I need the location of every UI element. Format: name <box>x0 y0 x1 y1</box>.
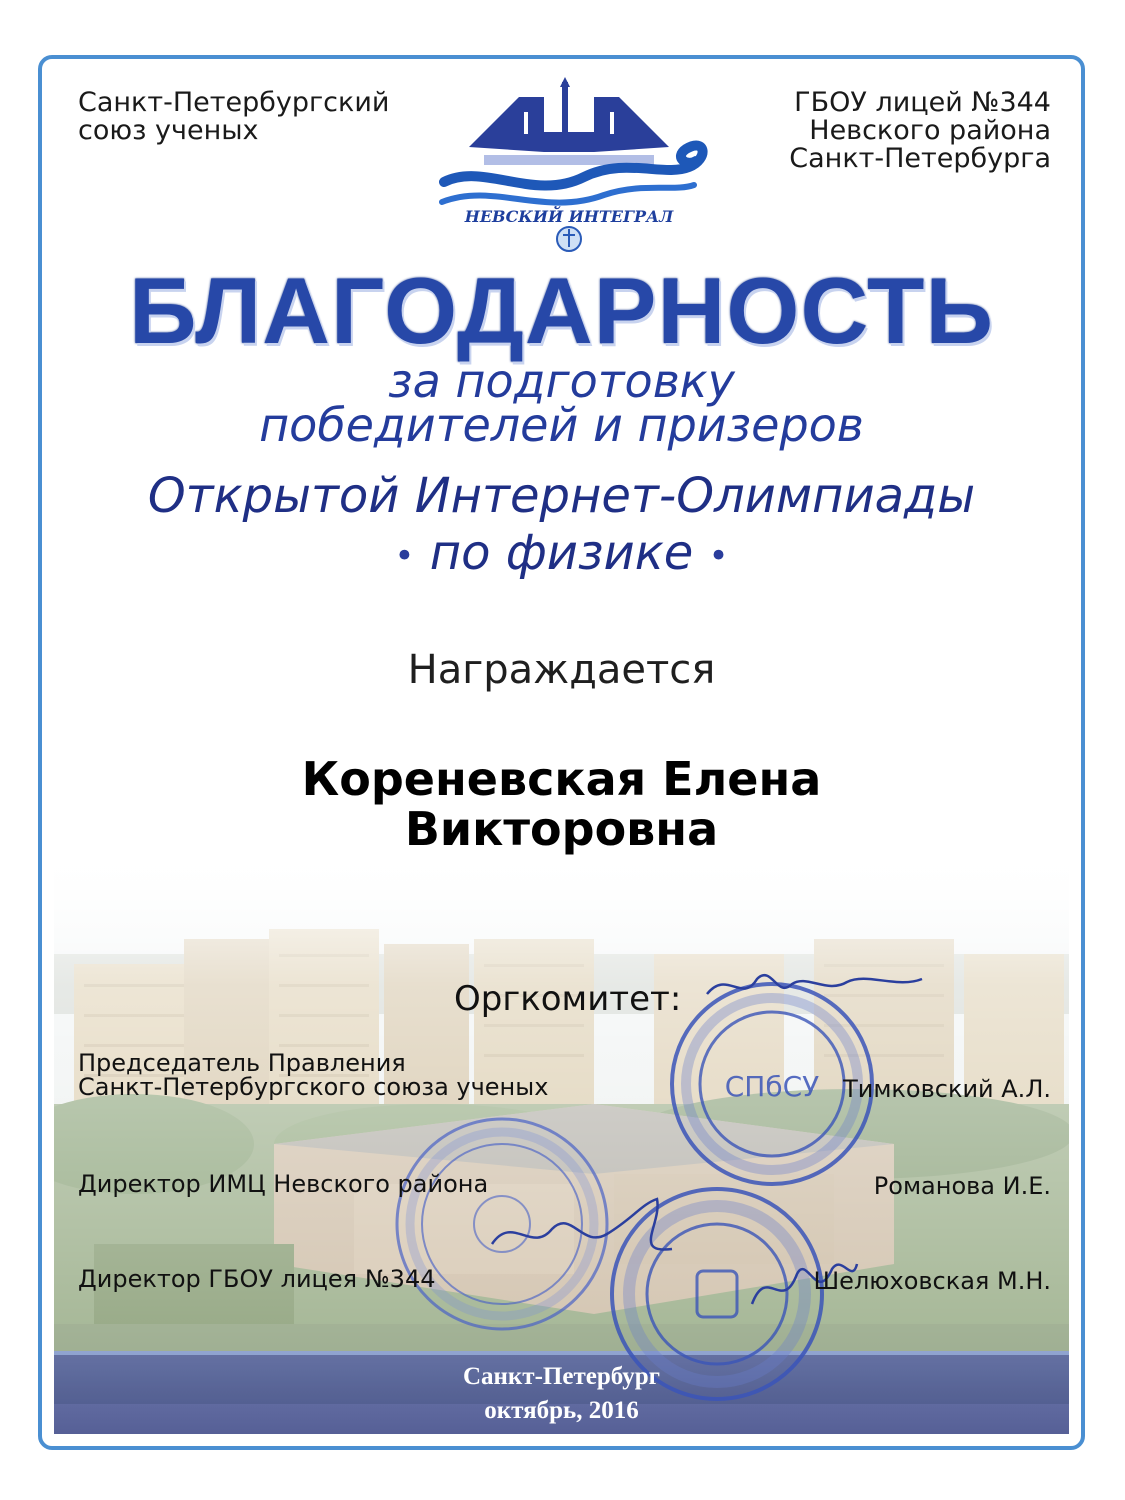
subtitle-olympiad: Открытой Интернет-Олимпиады <box>147 468 976 524</box>
bullet-left: • <box>394 536 415 576</box>
role-line: Санкт-Петербургского союза ученых <box>78 1073 549 1101</box>
signature-romanova <box>482 1194 682 1264</box>
recipient-name-line: Кореневская Елена <box>301 752 822 806</box>
award-label: Награждается <box>407 647 716 693</box>
header-right-organization <box>789 89 1051 173</box>
header-right-line: ГБОУ лицей №344 <box>794 87 1051 118</box>
signature-role-3: Директор ГБОУ лицея №344 <box>78 1265 436 1293</box>
stamp-text: СПбСУ <box>724 1070 820 1103</box>
certificate-frame <box>38 55 1085 1450</box>
signature-role-2: Директор ИМЦ Невского района <box>78 1170 489 1198</box>
signatory-name-1: Тимковский А.Л. <box>843 1075 1051 1103</box>
footer-city: Санкт-Петербург <box>462 1363 661 1390</box>
subtitle-line: победителей и призеров <box>259 398 864 452</box>
nevsky-integral-logo <box>424 77 714 252</box>
recipient-name-line: Викторовна <box>404 802 719 856</box>
role-line: Председатель Правления <box>78 1049 406 1077</box>
header-left-organization <box>78 89 389 145</box>
subtitle-subject <box>42 525 1081 581</box>
header-left-line: Санкт-Петербургский <box>78 87 390 118</box>
logo-text: НЕВСКИЙ ИНТЕГРАЛ <box>464 207 674 226</box>
bullet-right: • <box>708 536 729 576</box>
recipient-name <box>42 754 1081 854</box>
subject-label: по физике <box>429 525 694 581</box>
header-right-line: Невского района <box>809 115 1051 146</box>
signatory-name-3: Шелюховская М.Н. <box>813 1267 1051 1295</box>
certificate-title: БЛАГОДАРНОСТЬ <box>128 258 995 363</box>
orgcommittee-label: Оргкомитет: <box>454 979 682 1019</box>
header-left-line: союз ученых <box>78 115 259 146</box>
subtitle-line: за подготовку <box>388 354 735 408</box>
subtitle-purpose <box>42 354 1081 452</box>
header-right-line: Санкт-Петербурга <box>789 143 1051 174</box>
signature-role-1 <box>78 1051 548 1099</box>
signatory-name-2: Романова И.Е. <box>873 1172 1051 1200</box>
footer-city-date <box>42 1360 1081 1428</box>
signature-timkovsky <box>697 964 927 1014</box>
footer-date: октябрь, 2016 <box>484 1397 639 1424</box>
